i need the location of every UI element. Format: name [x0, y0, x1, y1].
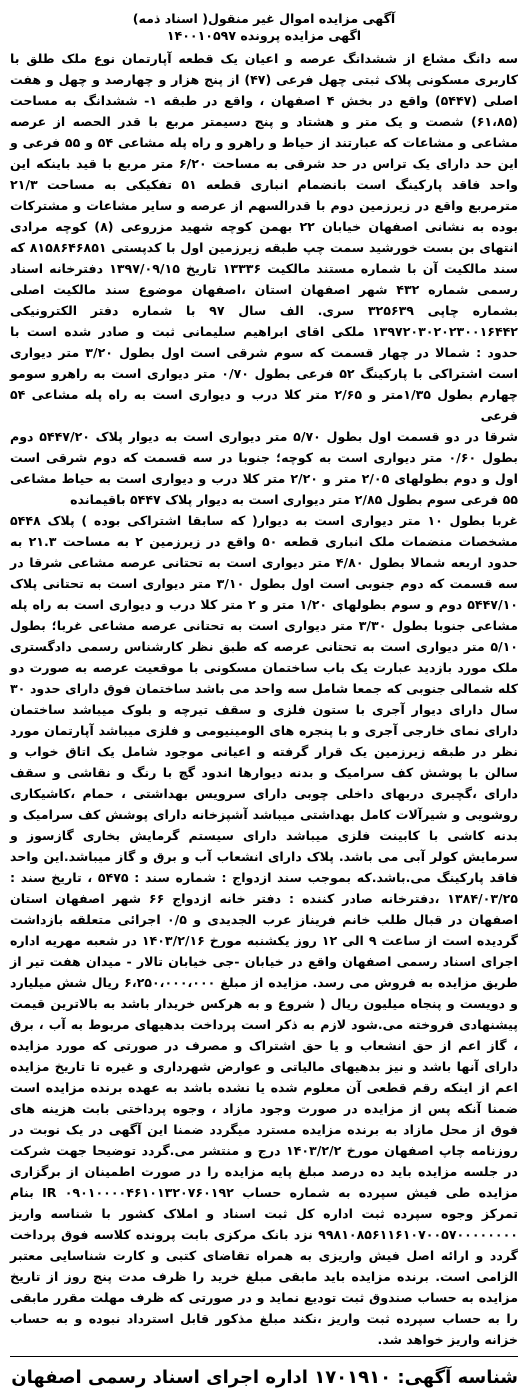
notice-footer: شناسه آگهی: ۱۷۰۱۹۱۰ اداره اجرای اسناد رسمی اصفهان [10, 1356, 518, 1391]
notice-paragraph-details: غربا بطول ۱۰ متر دیواری است به دیوار( که سابقا اشتراکی بوده ) پلاک ۵۴۴۸ مشخصات منضمات ملک انباری قطعه ۵۰ واقع در زیرزمین ۲ به مساحت ۲۱.۳ به حدود اربعه شمالا بطول ۴/۸۰ متر دیواری است به تحتانی عرصه مشاعی شرقا در سه قسمت که دوم جنوبی است اول بطول ۳/۱۰ متر دیواری است به تحتانی پلاک ۵۴۴۷/۱۰ دوم و سوم بطولهای ۱/۲۰ متر و ۲ متر کلا درب و دیواری است به راه پله مشاعی جنوبا بطول ۳/۳۰ متر دیواری است به تحتانی عرصه مشاعی غربا؛ بطول ۵/۱۰ متر دیواری است به تحتانی عرصه که طبق نظر کارشناس رسمی دادگستری ملک مورد بازدید عبارت یک باب ساختمان مسکونی با موقعیت عرصه به صورت دو کله شمالی جنوبی که جمعا شامل سه واحد می باشد ساختمان فوق دارای حدود ۳۰ سال دارای دیوار آجری با ستون فلزی و سقف تیرچه و بلوک میباشد ساختمان دارای نمای خارجی آجری و با پنجره های الومینیومی و فلزی میباشد آپارتمان مورد نظر در طبقه زیرزمین یک قرار گرفته و اعیانی موجود شامل یک اتاق خواب و سالن با پوشش کف سرامیک و بدنه دیوارها اندود گچ با رنگ و نقاشی و سقف دارای ،گچبری دربهای داخلی چوبی دارای سرویس بهداشتی ، حمام ،کاشیکاری روشویی و شیرآلات کامل بهداشتی میباشد آشپزخانه دارای پوشش کف سرامیک و بدنه کاشی با کابینت فلزی میباشد دارای سیستم گرمایش بخاری گازسوز و سرمایش کولر آبی می باشد. پلاک دارای انشعاب آب و برق و گاز میباشد.این واحد فاقد پارکینگ می.باشد.که بموجب سند ازدواج : شماره سند : ۵۴۷۵ ، تاریخ سند : ۱۳۸۴/۰۳/۲۵ ،دفترخانه صادر کننده : دفتر خانه ازدواج ۶۶ شهر اصفهان استان اصفهان در قبال طلب خانم فریناز عرب الجدیدی و ۰/۵ اجرائی متعلقه بازداشت گردیده است از ساعت ۹ الی ۱۲ روز یکشنبه مورخ ۱۴۰۳/۲/۱۶ در شعبه مهریه اداره اجرای اسناد رسمی اصفهان واقع در خیابان -جی خیابان تالار - میدان هفت تیر از طریق مزایده به فروش می رسد. مزایده از مبلغ ۶،۲۵۰،۰۰۰،۰۰۰ ریال شش میلیارد و دویست و پنجاه میلیون ریال ( شروع و به هرکس خریدار باشد به بالاترین قیمت پیشنهادی فروخته می.شود لازم به ذکر است پرداخت بدهیهای مربوط به آب ، برق ، گاز اعم از حق انشعاب و یا حق اشتراک و مصرف در صورتی که مورد مزایده دارای آنها باشد و نیز بدهیهای مالیاتی و عوارض شهرداری و غیره تا تاریخ مزایده اعم از اینکه رقم قطعی آن معلوم شده یا نشده باشد به عهده برنده مزایده است ضمنا آنکه پس از مزایده در صورت وجود مازاد ، وجوه پرداختی بابت هزینه های فوق از محل مازاد به برنده مزایده مسترد میگردد ضمنا این آگهی در یک نوبت در روزنامه چاپ اصفهان مورخ ۱۴۰۳/۲/۲ درج و منتشر می.گردد توضیحا جهت شرکت در جلسه مزایده باید ده درصد مبلغ پایه مزایده را در صورت اطمینان از برگزاری مزایده طی فیش سپرده به شماره حساب IR ۰۹۰۱۰۰۰۰۴۶۱۰۱۳۲۰۷۶۰۱۹۲ بنام تمرکز وجوه سپرده ثبت اداره کل ثبت اسناد و املاک کشور با شناسه واریز ۹۹۸۱۰۸۵۶۱۱۶۱۰۷۰۰۵۷۰۰۰۰۰۰۰۰ نزد بانک مرکزی بابت پرونده کلاسه فوق پرداخت گردد و ارائه اصل فیش واریزی به همراه تقاضای کتبی و کارت شناسایی معتبر الزامی است. برنده مزایده باید مابقی مبلغ خرید را ظرف مدت پنج روز از تاریخ مزایده به حساب صندوق ثبت تودیع نماید و در صورتی که ظرف مهلت مقرر مابقی را به حساب سپرده ثبت واریز ،نکند مبلغ مذکور قابل استرداد نبوده و به حساب خزانه واریز خواهد شد. [10, 513, 519, 1347]
notice-paragraph-property: سه دانگ مشاع از ششدانگ عرصه و اعیان یک قطعه آپارتمان نوع ملک طلق با کاربری مسکونی پلاک ثبتی چهل فرعی (۴۷) از پنج هزار و چهارصد و چهل و هفت اصلی (۵۴۴۷) واقع در بخش ۴ اصفهان ، واقع در طبقه ۱- ششدانگ به مساحت (۶۱،۸۵) شصت و یک متر و هشتاد و پنج دسیمتر مربع با قدر الحصه از عرصه مشاعی و مشاعات که عبارتند از حیاط و راهرو و راه پله مشاعی ۵۴ و ۵۵ فرعی و این حد دارای یک تراس در حد شرقی به مساحت ۶/۲۰ متر مربع با قید باینکه این واحد فاقد پارکینگ است بانضمام انباری قطعه ۵۱ تفکیکی به مساحت ۲۱/۳ مترمربع واقع در زیرزمین دوم با قدرالسهم از عرصه و سایر مشاعات و مشترکات بوده به نشانی اصفهان خیابان ۲۲ بهمن کوچه شهید مزروعی (۸) کوچه مرادی انتهای بن بست خورشید سمت چپ طبقه زیرزمین اول با کدپستی ۸۱۵۸۶۴۶۸۵۱ که سند مالکیت آن با شماره مستند مالکیت ۱۳۳۳۶ تاریخ ۱۳۹۷/۰۹/۱۵ دفترخانه اسناد رسمی شماره ۴۳۲ شهر اصفهان استان ،اصفهان موضوع سند مالکیت اصلی بشماره چاپی ۳۲۵۶۳۹ سری. الف سال ۹۷ با شماره دفتر الکترونیکی ۱۳۹۷۲۰۳۰۲۰۲۳۰۰۱۶۴۴۲ ملکی اقای ابراهیم سلیمانی ثبت و صادر شده است با حدود : شمالا در چهار قسمت که سوم شرقی است اول بطول ۳/۲۰ متر دیواری است اشتراکی با پارکینگ ۵۲ فرعی بطول ۰/۷۰ متر دیواری است به راهرو سومو چهارم بطول ۱/۳۵متر و ۲/۶۵ متر کلا درب و دیواری است به راه پله مشاعی ۵۴ فرعی [10, 51, 519, 423]
notice-paragraph-boundaries: شرقا در دو قسمت اول بطول ۵/۷۰ متر دیواری است به دیوار پلاک ۵۴۴۷/۲۰ دوم بطول ۰/۶۰ متر دیواری است به کوچه؛ جنوبا در سه قسمت که دوم شرقی است اول و دوم بطولهای ۲/۰۵ متر و ۲/۲۰ متر کلا درب و دیواری است به حیاط مشاعی ۵۵ فرعی سوم بطول ۲/۸۵ متر دیواری است به دیوار پلاک ۵۴۴۷ باقیمانده [10, 429, 519, 507]
notice-title: آگهی مزایده اموال غیر منقول( اسناد ذمه) [132, 11, 396, 26]
notice-header [10, 10, 518, 44]
notice-body [10, 48, 518, 1350]
notice-subtitle: اگهی مزایده پرونده ۱۴۰۰۱۰۵۹۷ [166, 28, 362, 43]
